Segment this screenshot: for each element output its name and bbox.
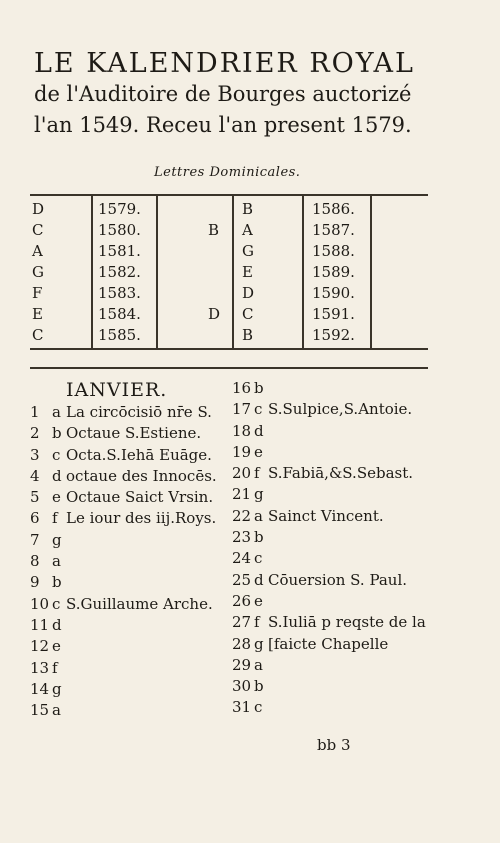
saint-name: Octaue Saict Vrsin.: [66, 488, 214, 507]
calendar-day-row: [30, 488, 230, 509]
calendar-day-row: [30, 531, 230, 552]
day-number: 21: [232, 485, 252, 504]
dominical-letter: D: [32, 200, 45, 218]
saint-name: S.Guillaume Arche.: [66, 594, 213, 613]
calendar-day-row: [232, 613, 462, 634]
saint-name: S.Sulpice,S.Antoie.: [268, 400, 413, 419]
year: 1587.: [312, 221, 355, 239]
day-letter: f: [52, 658, 58, 677]
day-letter: c: [254, 400, 263, 419]
saint-name: Sainct Vincent.: [268, 506, 384, 525]
day-letter: a: [52, 552, 61, 571]
calendar-day-row: [232, 379, 462, 400]
day-letter: d: [254, 421, 264, 440]
day-letter: a: [52, 701, 61, 720]
calendar-day-row: [232, 485, 462, 506]
day-number: 13: [30, 658, 50, 677]
dominical-letter: C: [242, 305, 254, 323]
day-number: 14: [30, 679, 50, 698]
dominical-row: [30, 199, 430, 220]
calendar-day-row: [30, 573, 230, 594]
year: 1580.: [98, 221, 141, 239]
year: 1581.: [98, 242, 141, 260]
day-letter: f: [254, 613, 260, 632]
year: 1592.: [312, 326, 355, 344]
day-number: 26: [232, 591, 252, 610]
dominical-row: [30, 241, 430, 262]
day-letter: b: [52, 573, 62, 592]
calendar-day-row: [232, 528, 462, 549]
calendar-day-row: [30, 424, 230, 445]
dominical-letter: D: [242, 284, 255, 302]
day-number: 8: [30, 552, 40, 571]
title-line-3: l'an 1549. Receu l'an present 1579.: [34, 113, 412, 137]
dominical-letter: C: [32, 326, 44, 344]
day-letter: a: [52, 403, 61, 421]
saint-name: Le iour des iij.Roys.: [66, 509, 217, 528]
saint-name: La circōcisiō nr̄e S.: [66, 403, 212, 421]
day-number: 5: [30, 488, 40, 507]
saint-name: S.Fabiā,&S.Sebast.: [268, 464, 414, 483]
page-title: LE KALENDRIER ROYAL: [34, 48, 415, 79]
calendar-day-row: [30, 680, 230, 701]
saint-name: octaue des Innocēs.: [66, 466, 217, 485]
dominical-row: [30, 262, 430, 283]
dominical-row: [30, 283, 430, 304]
calendar-right-column: [232, 379, 462, 720]
day-letter: f: [52, 509, 58, 528]
calendar-day-row: [232, 635, 462, 656]
year: 1582.: [98, 263, 141, 281]
day-number: 9: [30, 573, 40, 592]
day-letter: d: [52, 615, 62, 634]
day-letter: b: [254, 379, 264, 397]
saint-name: Octaue S.Estiene.: [66, 424, 202, 443]
dominical-letter: A: [242, 221, 253, 239]
calendar-day-row: [232, 549, 462, 570]
dominical-row: [30, 304, 430, 325]
day-number: 10: [30, 594, 50, 613]
calendar-day-row: [30, 616, 230, 637]
day-number: 24: [232, 549, 252, 568]
day-number: 31: [232, 698, 252, 717]
day-number: 30: [232, 677, 252, 696]
year: 1585.: [98, 326, 141, 344]
year: 1583.: [98, 284, 141, 302]
day-number: 29: [232, 655, 252, 674]
day-number: 11: [30, 615, 50, 634]
day-letter: a: [254, 655, 263, 674]
calendar-day-row: [232, 698, 462, 719]
dominical-letters-heading: Lettres Dominicales.: [154, 165, 301, 180]
dominical-letter: D: [208, 305, 221, 323]
dominical-letter: G: [32, 263, 44, 281]
year: 1584.: [98, 305, 141, 323]
calendar-day-row: [30, 552, 230, 573]
calendar-day-row: [232, 443, 462, 464]
day-number: 1: [30, 403, 40, 421]
dominical-letter: B: [242, 326, 254, 344]
day-number: 20: [232, 464, 252, 483]
calendar-day-row: [232, 464, 462, 485]
day-number: 3: [30, 445, 40, 464]
year: 1579.: [98, 200, 141, 218]
day-letter: e: [254, 442, 263, 461]
calendar-day-row: [30, 595, 230, 616]
day-number: 12: [30, 637, 50, 656]
day-number: 4: [30, 466, 40, 485]
day-letter: c: [254, 549, 263, 568]
title-line-2: de l'Auditoire de Bourges auctorizé: [34, 82, 412, 106]
day-number: 23: [232, 528, 252, 547]
day-letter: c: [254, 698, 263, 717]
month-heading: IANVIER.: [66, 379, 168, 401]
dominical-letter: G: [242, 242, 254, 260]
day-letter: d: [254, 570, 264, 589]
calendar-day-row: [232, 507, 462, 528]
dominical-letter: B: [208, 221, 220, 239]
calendar-day-row: [232, 592, 462, 613]
calendar-day-row: [30, 659, 230, 680]
calendar-day-row: [232, 677, 462, 698]
calendar-day-row: [30, 467, 230, 488]
day-letter: e: [52, 637, 61, 656]
year: 1586.: [312, 200, 355, 218]
table-bottom-rule: [30, 348, 428, 350]
day-number: 18: [232, 421, 252, 440]
day-letter: b: [254, 528, 264, 547]
dominical-letter: F: [32, 284, 43, 302]
day-number: 19: [232, 442, 252, 461]
day-letter: g: [52, 530, 62, 549]
calendar-day-row: [232, 656, 462, 677]
day-number: 16: [232, 379, 252, 397]
calendar-day-row: [30, 637, 230, 658]
dominical-letter: E: [32, 305, 43, 323]
day-number: 17: [232, 400, 252, 419]
dominical-letter: B: [242, 200, 254, 218]
calendar-day-row: [232, 400, 462, 421]
day-letter: b: [52, 424, 62, 443]
day-letter: g: [52, 679, 62, 698]
day-letter: a: [254, 506, 263, 525]
signature-mark: bb 3: [317, 736, 351, 754]
calendar-day-row: [30, 509, 230, 530]
day-letter: c: [52, 445, 61, 464]
year: 1589.: [312, 263, 355, 281]
day-number: 22: [232, 506, 252, 525]
year: 1590.: [312, 284, 355, 302]
day-number: 7: [30, 530, 40, 549]
dominical-letter: A: [32, 242, 43, 260]
saint-name: [faicte Chapelle: [268, 634, 389, 653]
day-number: 28: [232, 634, 252, 653]
calendar-day-row: [30, 446, 230, 467]
day-letter: c: [52, 594, 61, 613]
saint-name: Octa.S.Iehā Euāge.: [66, 445, 212, 464]
year: 1588.: [312, 242, 355, 260]
dominical-letters-table: [30, 199, 430, 346]
saint-name: S.Iuliā p reqste de la: [268, 613, 426, 632]
day-number: 25: [232, 570, 252, 589]
day-letter: d: [52, 466, 62, 485]
day-letter: e: [254, 591, 263, 610]
calendar-day-row: [30, 701, 230, 722]
day-letter: g: [254, 485, 264, 504]
day-letter: b: [254, 677, 264, 696]
day-letter: f: [254, 464, 260, 483]
dominical-row: [30, 220, 430, 241]
calendar-day-row: [232, 422, 462, 443]
calendar-top-rule: [30, 367, 428, 369]
dominical-row: [30, 325, 430, 346]
year: 1591.: [312, 305, 355, 323]
day-letter: e: [52, 488, 61, 507]
dominical-letter: E: [242, 263, 253, 281]
calendar-day-row: [232, 571, 462, 592]
day-number: 2: [30, 424, 40, 443]
dominical-letter: C: [32, 221, 44, 239]
day-letter: g: [254, 634, 264, 653]
calendar-left-column: [30, 403, 230, 722]
table-top-rule: [30, 194, 428, 196]
day-number: 15: [30, 701, 50, 720]
day-number: 27: [232, 613, 252, 632]
day-number: 6: [30, 509, 40, 528]
saint-name: Cōuersion S. Paul.: [268, 570, 408, 589]
calendar-day-row: [30, 403, 230, 424]
